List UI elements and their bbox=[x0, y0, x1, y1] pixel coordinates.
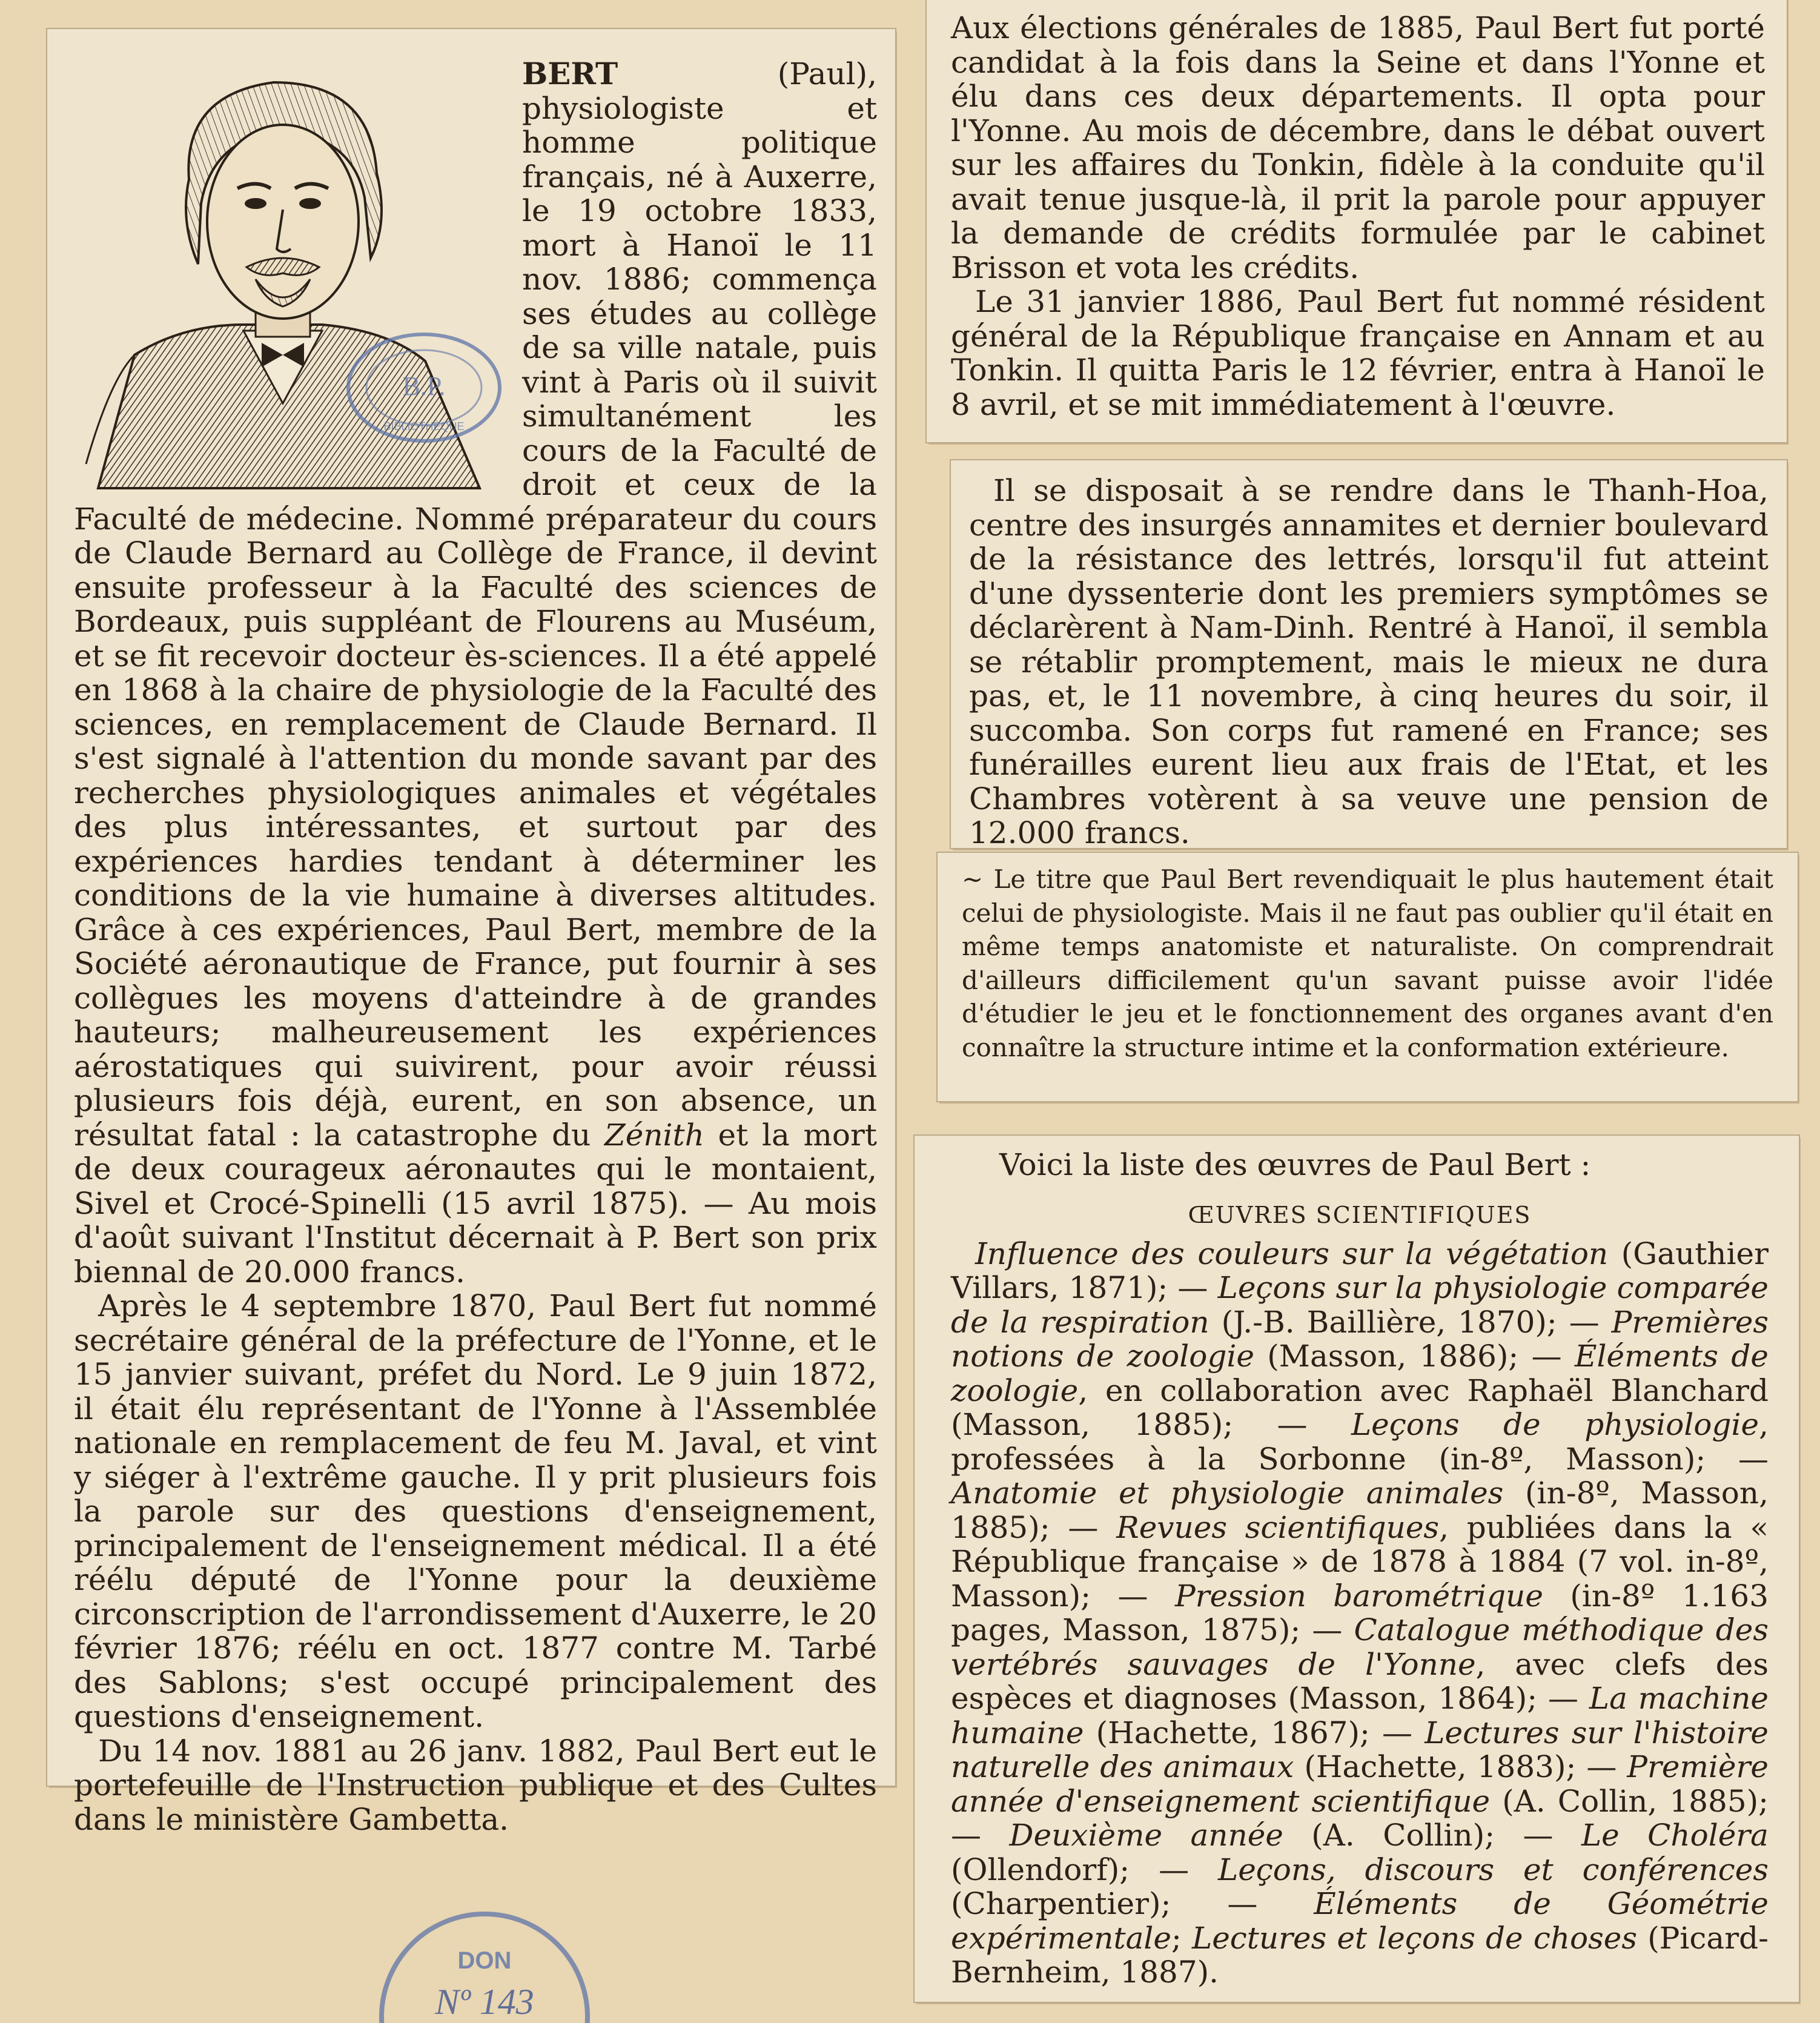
work-title: Premières notions de zoologie bbox=[951, 1304, 1769, 1374]
bio-paragraph-2: Après le 4 septembre 1870, Paul Bert fut nommé secrétaire général de la préfecture de l'Yonne, et le 15 janvier suivant, préfet du Nord. Le 9 juin 1872, il était élu représentant de l'Yonne à l'Assemblée nationale en remplacement de feu M. Javal, et vint y siéger à l'extrême gauche. Il y prit plusieurs fois la parole sur des questions d'enseignement, principalement de l'enseignement médical. Il a été réélu député de l'Yonne pour la deuxième circonscription de l'arrondissement d'Auxerre, le 20 février 1876; réélu en oct. 1877 contre M. Tarbé des Sablons; s'est occupé principalement des questions d'enseignement. bbox=[74, 1288, 877, 1734]
work-publication: (A. Collin); — bbox=[1283, 1818, 1581, 1853]
work-title: Éléments de Géométrie expérimentale bbox=[951, 1886, 1769, 1956]
works-list bbox=[951, 1237, 1769, 1990]
resident-general-paragraph: Le 31 janvier 1886, Paul Bert fut nommé résident général de la République française en Annam et au Tonkin. Il quitta Paris le 12 février, entra à Hanoï le 8 avril, et se mit immédiatement à l'œuvre. bbox=[951, 284, 1765, 422]
stamp-ring-text: BIBLIOTHÈQUE bbox=[383, 420, 465, 432]
stamp-number-text: Nº 143 bbox=[435, 1982, 534, 2022]
work-publication: (A. Collin, 1885); — bbox=[951, 1783, 1769, 1853]
work-publication: (Charpentier); — bbox=[951, 1886, 1314, 1921]
bio-paragraph-3: Du 14 nov. 1881 au 26 janv. 1882, Paul Bert eut le portefeuille de l'Instruction publique et des Cultes dans le ministère Gambetta. bbox=[74, 1733, 877, 1837]
work-publication: ; bbox=[1171, 1920, 1193, 1956]
works-intro bbox=[951, 1148, 1769, 1182]
work-title: Leçons de physiologie bbox=[1351, 1407, 1759, 1442]
works-intro-text: Voici la liste des œuvres de Paul Bert : bbox=[999, 1147, 1591, 1182]
death-paragraph: Il se disposait à se rendre dans le Thanh-Hoa, centre des insurgés annamites et dernier boulevard de la résistance des lettrés, lorsqu'il fut atteint d'une dyssenterie dont les premiers symptômes se déclarèrent à Nam-Dinh. Rentré à Hanoï, il sembla se rétablir promptement, mais le mieux ne dura pas, et, le 11 novembre, à cinq heures du soir, il succomba. Son corps fut ramené en France; ses funérailles eurent lieu aux frais de l'Etat, et les Chambres votèrent à sa veuve une pension de 12.000 francs. bbox=[969, 473, 1769, 850]
work-title: Éléments de zoologie bbox=[951, 1339, 1769, 1408]
work-publication: (in-8º 1.163 pages, Masson, 1875); — bbox=[951, 1578, 1769, 1647]
stamp-don-text: DON bbox=[457, 1947, 512, 1974]
work-title: Première année d'enseignement scientifique bbox=[951, 1749, 1769, 1819]
zenith-italic: Zénith bbox=[604, 1117, 704, 1153]
bio-text-end: et la mort de deux courageux aéronautes qui le montaient, Sivel et Crocé-Spinelli (15 avril 1875). — Au mois d'août suivant l'Institut décernait à P. Bert son prix biennal de 20.000 francs. bbox=[74, 1117, 877, 1290]
donation-stamp-bottom bbox=[376, 1902, 594, 2023]
work-title: Revues scientifiques bbox=[1116, 1509, 1440, 1545]
work-publication: (Gauthier Villars, 1871); — bbox=[951, 1236, 1769, 1305]
work-title: Leçons, discours et conférences bbox=[1218, 1852, 1769, 1887]
work-publication: (Picard-Bernheim, 1887). bbox=[951, 1920, 1769, 1990]
work-title: Pression barométrique bbox=[1175, 1578, 1543, 1614]
bio-text-start: (Paul), physiologiste et homme politique français, né à Auxerre, le 19 octobre 1833, mort à Hanoï le 11 nov. 1886; commença ses études au collège de sa ville natale, puis vint à Paris où il suivit simultanément les cours de la Faculté de droit et ceux de la Faculté de médecine. Nommé préparateur du cours de Claude Bernard au Collège de France, il devint ensuite professeur à la Faculté des sciences de Bordeaux, puis suppléant de Flourens au Muséum, et se fit recevoir docteur ès-sciences. Il a été appelé en 1868 à la chaire de physiologie de la Faculté des sciences, en remplacement de Claude Bernard. Il s'est signalé à l'attention du monde savant par des recherches physiologiques animales et végétales des plus intéressantes, et surtout par des expériences hardies tendant à déterminer les conditions de la vie humaine à diverses altitudes. Grâce à ces expériences, Paul Bert, membre de la Société aéronautique de France, put fournir à ses collègues les moyens d'atteindre à de grandes hauteurs; malheureusement les expériences aérostatiques qui suivirent, pour avoir réussi plusieurs fois déjà, eurent, en son absence, un résultat fatal : la catastrophe du bbox=[74, 56, 877, 1153]
work-title: Lectures et leçons de choses bbox=[1192, 1920, 1638, 1956]
stamp-letters: B.P. bbox=[402, 371, 446, 401]
work-publication: (Masson, 1886); — bbox=[1254, 1339, 1575, 1374]
clipping-works bbox=[915, 1136, 1799, 2002]
work-publication: (Ollendorf); — bbox=[951, 1852, 1218, 1887]
work-title: Le Choléra bbox=[1581, 1818, 1769, 1853]
work-title: Catalogue méthodique des vertébrés sauvages de l'Yonne bbox=[951, 1612, 1769, 1682]
elections-paragraph: Aux élections générales de 1885, Paul Bert fut porté candidat à la fois dans la Seine et dans l'Yonne et élu dans ces deux départements. Il opta pour l'Yonne. Au mois de décembre, dans le débat ouvert sur les affaires du Tonkin, fidèle à la conduite qu'il avait tenue jusque-là, il prit la parole pour appuyer la demande de crédits formulée par le cabinet Brisson et vota les crédits. bbox=[951, 10, 1765, 285]
clipping-biography bbox=[47, 29, 895, 1837]
work-title: Anatomie et physiologie animales bbox=[951, 1475, 1504, 1511]
work-title: Lectures sur l'histoire naturelle des animaux bbox=[951, 1715, 1769, 1784]
work-publication: , avec clefs des espèces et diagnoses (Masson, 1864); — bbox=[951, 1646, 1769, 1716]
work-publication: (Hachette, 1883); — bbox=[1294, 1749, 1627, 1784]
clipping-note bbox=[938, 853, 1798, 1101]
work-title: Deuxième année bbox=[1009, 1818, 1283, 1853]
work-publication: (J.-B. Baillière, 1870); — bbox=[1209, 1304, 1612, 1340]
headword: BERT bbox=[522, 56, 618, 91]
clipping-death bbox=[951, 460, 1787, 848]
work-title: La machine humaine bbox=[951, 1681, 1769, 1750]
clipping-elections bbox=[927, 0, 1787, 442]
work-publication: , en collaboration avec Raphaël Blanchard (Masson, 1885); — bbox=[951, 1372, 1769, 1442]
work-publication: (Hachette, 1867); — bbox=[1084, 1715, 1425, 1750]
work-title: Leçons sur la physiologie comparée de la respiration bbox=[951, 1270, 1769, 1340]
work-publication: (in-8º, Masson, 1885); — bbox=[951, 1475, 1769, 1545]
work-publication: , publiées dans la « République française » de 1878 à 1884 (7 vol. in-8º, Masson); — bbox=[951, 1509, 1769, 1614]
work-publication: , professées à la Sorbonne (in-8º, Masson); — bbox=[951, 1407, 1769, 1477]
works-heading: ŒUVRES SCIENTIFIQUES bbox=[1188, 1201, 1532, 1228]
library-stamp-top bbox=[339, 327, 509, 448]
work-title: Influence des couleurs sur la végétation bbox=[975, 1236, 1609, 1271]
note-paragraph: ~ Le titre que Paul Bert revendiquait le plus hautement était celui de physiologiste. Mais il ne faut pas oublier qu'il était en même temps anatomiste et naturaliste. On comprendrait d'ailleurs difficilement qu'un savant puisse avoir l'idée d'étudier le jeu et le fonctionnement des organes avant d'en connaître la structure intime et la conformation extérieure. bbox=[962, 864, 1773, 1062]
